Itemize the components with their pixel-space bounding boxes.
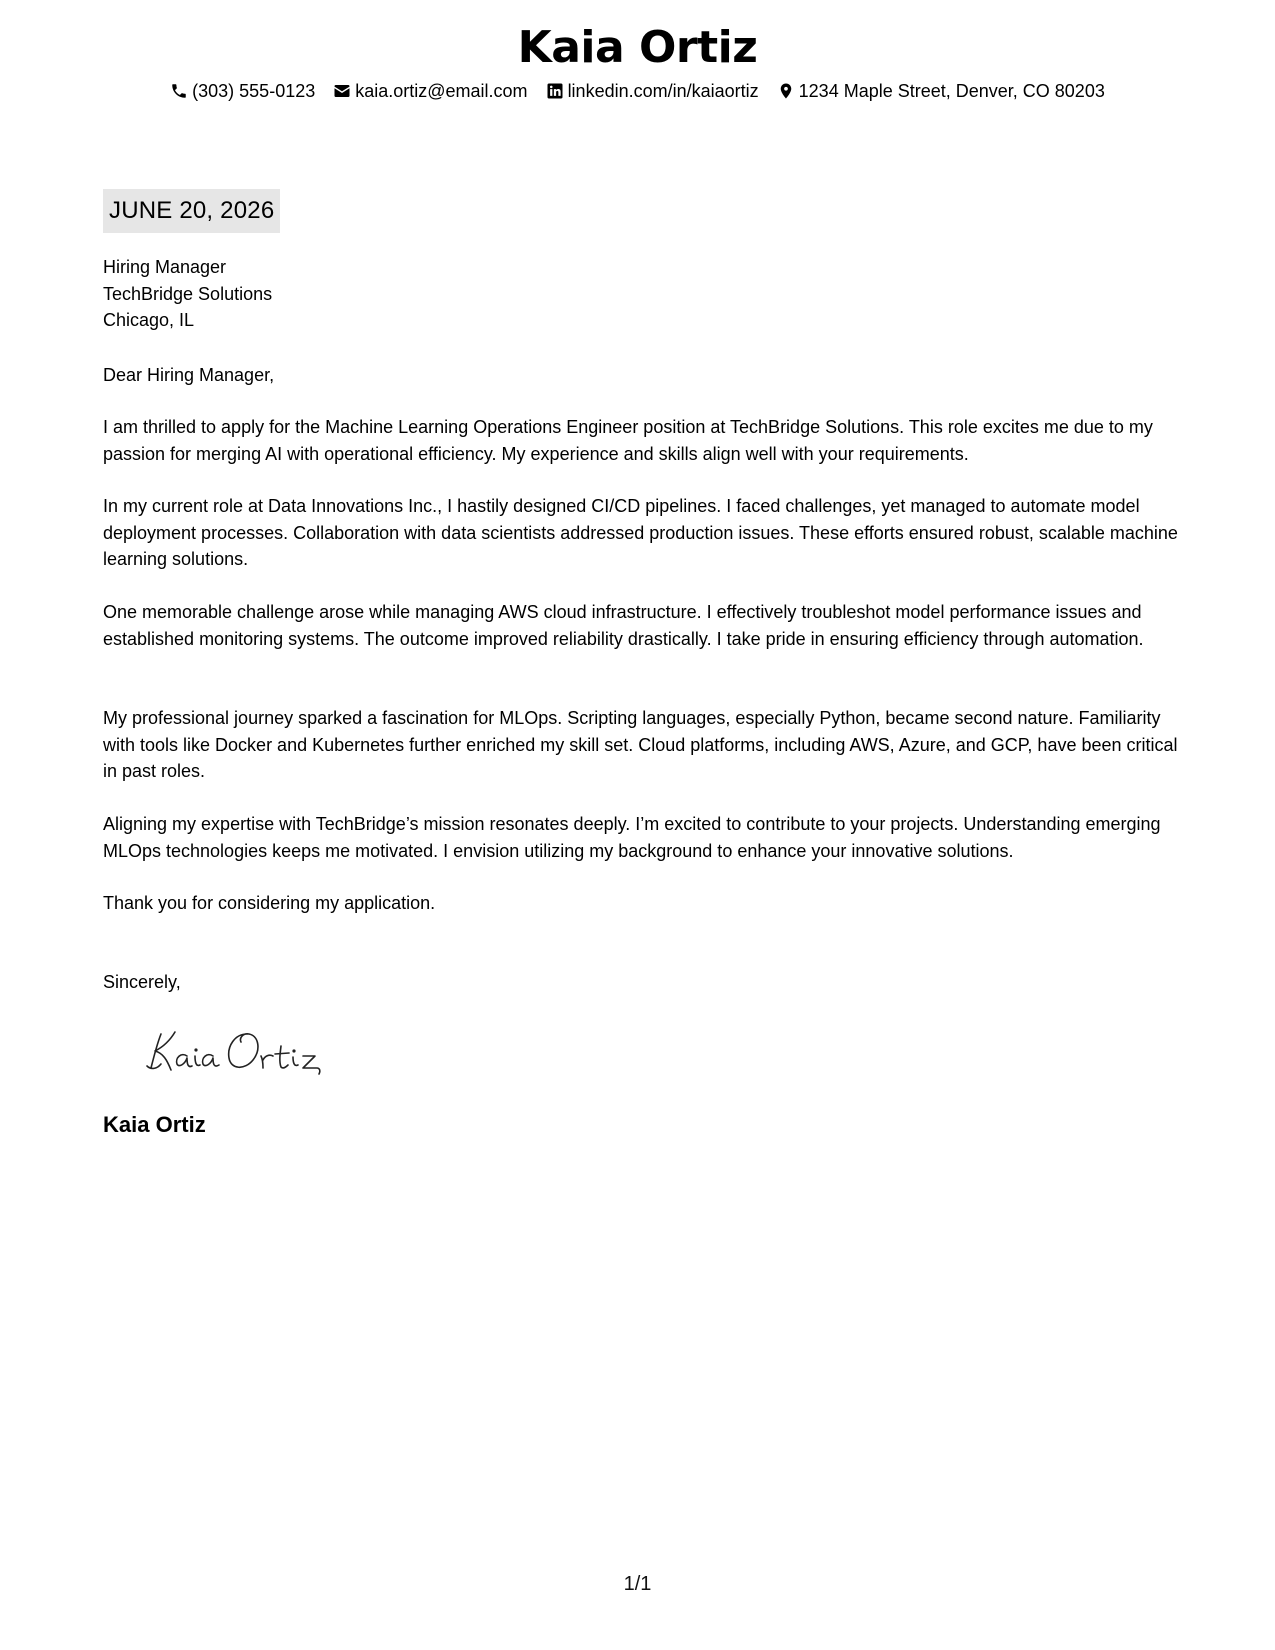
recipient-block <box>103 254 1183 334</box>
contact-email <box>333 78 527 104</box>
street-address: 1234 Maple Street, Denver, CO 80203 <box>798 81 1105 101</box>
map-pin-icon <box>777 82 795 100</box>
linkedin-icon <box>546 82 564 100</box>
contact-linkedin <box>546 78 759 104</box>
paragraph-intro: I am thrilled to apply for the Machine Learning Operations Engineer position at TechBridge Solutions. This role excites me due to my passion for merging AI with operational efficiency. My experience and skills align well with your requirements. <box>103 417 1153 464</box>
phone-icon <box>170 82 188 100</box>
paragraph-alignment: Aligning my expertise with TechBridge’s mission resonates deeply. I’m excited to contribute to your projects. Understanding emerging MLOps technologies keeps me motivated. I envision utilizing my background to enhance your innovative solutions. <box>103 814 1161 861</box>
recipient-location: Chicago, IL <box>103 310 195 330</box>
paragraph-current-role: In my current role at Data Innovations Inc., I hastily designed CI/CD pipelines. I faced challenges, yet managed to automate model deployment processes. Collaboration with data scientists addressed production issues. These efforts ensured robust, scalable machine learning solutions. <box>103 496 1178 569</box>
contact-address <box>777 78 1105 104</box>
paragraph-challenge: One memorable challenge arose while managing AWS cloud infrastructure. I effectively troubleshot model performance issues and established monitoring systems. The outcome improved reliability drastically. I take pride in ensuring efficiency through automation. <box>103 602 1144 649</box>
paragraph-journey: My professional journey sparked a fascination for MLOps. Scripting languages, especially Python, became second nature. Familiarity with tools like Docker and Kubernetes further enriched my skill set. Cloud platforms, including AWS, Azure, and GCP, have been critical in past roles. <box>103 708 1178 781</box>
contact-info-row <box>0 78 1275 104</box>
letter-date: JUNE 20, 2026 <box>103 189 280 233</box>
contact-phone <box>170 78 315 104</box>
signed-name: Kaia Ortiz <box>103 1112 206 1137</box>
paragraph-thanks: Thank you for considering my application. <box>103 893 436 913</box>
salutation: Dear Hiring Manager, <box>103 365 275 385</box>
email-address: kaia.ortiz@email.com <box>355 81 528 101</box>
recipient-company: TechBridge Solutions <box>103 283 273 304</box>
recipient-title: Hiring Manager <box>103 257 227 277</box>
envelope-icon <box>333 82 351 100</box>
page-number: 1/1 <box>623 1573 652 1595</box>
handwritten-signature <box>143 1020 343 1080</box>
phone-number: (303) 555-0123 <box>192 81 316 101</box>
closing-line: Sincerely, <box>103 972 181 992</box>
applicant-name-heading: Kaia Ortiz <box>517 22 758 73</box>
linkedin-url: linkedin.com/in/kaiaortiz <box>567 81 759 101</box>
